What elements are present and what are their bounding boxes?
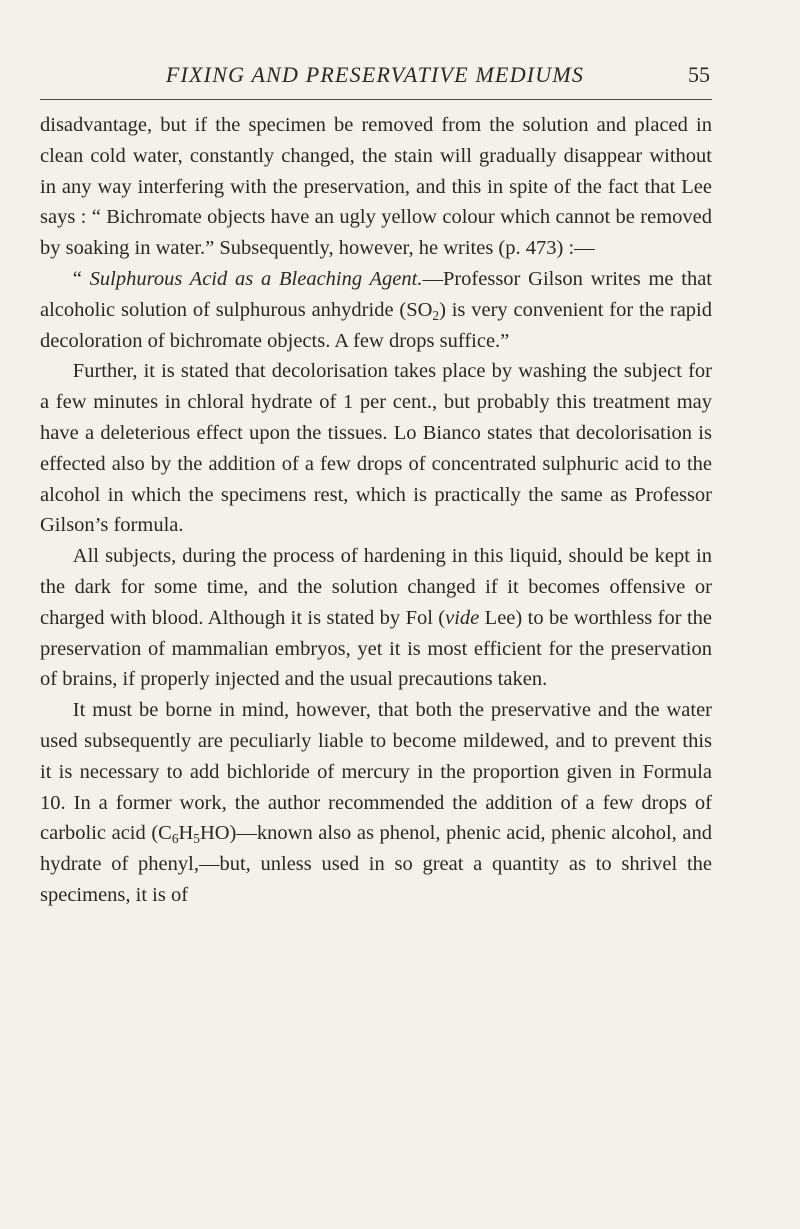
text-run: It must be borne in mind, however, that both the preservative and the water used subsequently are peculiarly liable to become mildewed, and to prevent this it is necessary to add bichloride of mercury in the proportion given in Formula 10. In a former work, the author recommended the addition of a few drops of carbolic acid (C: [40, 699, 712, 845]
header-rule: [40, 99, 712, 100]
paragraph: [40, 541, 712, 695]
paragraph: [40, 110, 712, 264]
running-title: FIXING AND PRESERVATIVE MEDIUMS: [165, 62, 585, 87]
text-run: disadvantage, but if the specimen be removed from the solution and placed in clean cold water, constantly changed, the stain will gradually disappear without in any way interfering with the preservation, and this in spite of the fact that Lee says : “ Bichromate objects have an ugly yellow colour which cannot be removed by soaking in water.” Subsequently, however, he writes (p. 473) :—: [40, 114, 712, 260]
text-run: H: [178, 822, 194, 845]
italic-text: vide: [445, 606, 480, 629]
text-run: —Professor Gilson writes me that alcoholic solution of sulphurous anhydride (SO: [40, 267, 712, 321]
text-run: Lee) to be worthless for the preservation of mammalian embryos, yet it is most efficient for the preservation of brains, if properly injected and the usual precautions taken.: [40, 606, 712, 691]
text-run: Further, it is stated that decolorisation takes place by washing the subject for a few minutes in chloral hydrate of 1 per cent., but probably this treatment may have a deleterious effect upon the tissues. Lo Bianco states that decolorisation is effected also by the addition of a few drops of concentrated sulphuric acid to the alcohol in which the specimens rest, which is practically the same as Professor Gilson’s formula.: [40, 360, 712, 537]
paragraph: [40, 356, 712, 541]
page-header: [40, 62, 710, 102]
text-run: “: [72, 267, 90, 290]
page-number: 55: [688, 62, 710, 87]
subscript: 6: [171, 831, 179, 847]
body-text: [40, 110, 712, 911]
italic-text: Sulphurous Acid as a Bleaching Agent.: [89, 267, 423, 290]
paragraph: [40, 695, 712, 911]
subscript: 5: [193, 831, 200, 847]
text-run: HO)—known also as phenol, phenic acid, phenic alcohol, and hydrate of phenyl,—but, unless used in so great a quantity as to shrivel the specimens, it is of: [40, 822, 712, 906]
text-run: ) is very convenient for the rapid decoloration of bichromate objects. A few drops suffice.”: [40, 298, 712, 352]
text-run: All subjects, during the process of hardening in this liquid, should be kept in the dark for some time, and the solution changed if it becomes offensive or charged with blood. Although it is stated by Fol (: [40, 545, 712, 629]
paragraph: [40, 264, 712, 356]
subscript: 2: [432, 307, 440, 323]
